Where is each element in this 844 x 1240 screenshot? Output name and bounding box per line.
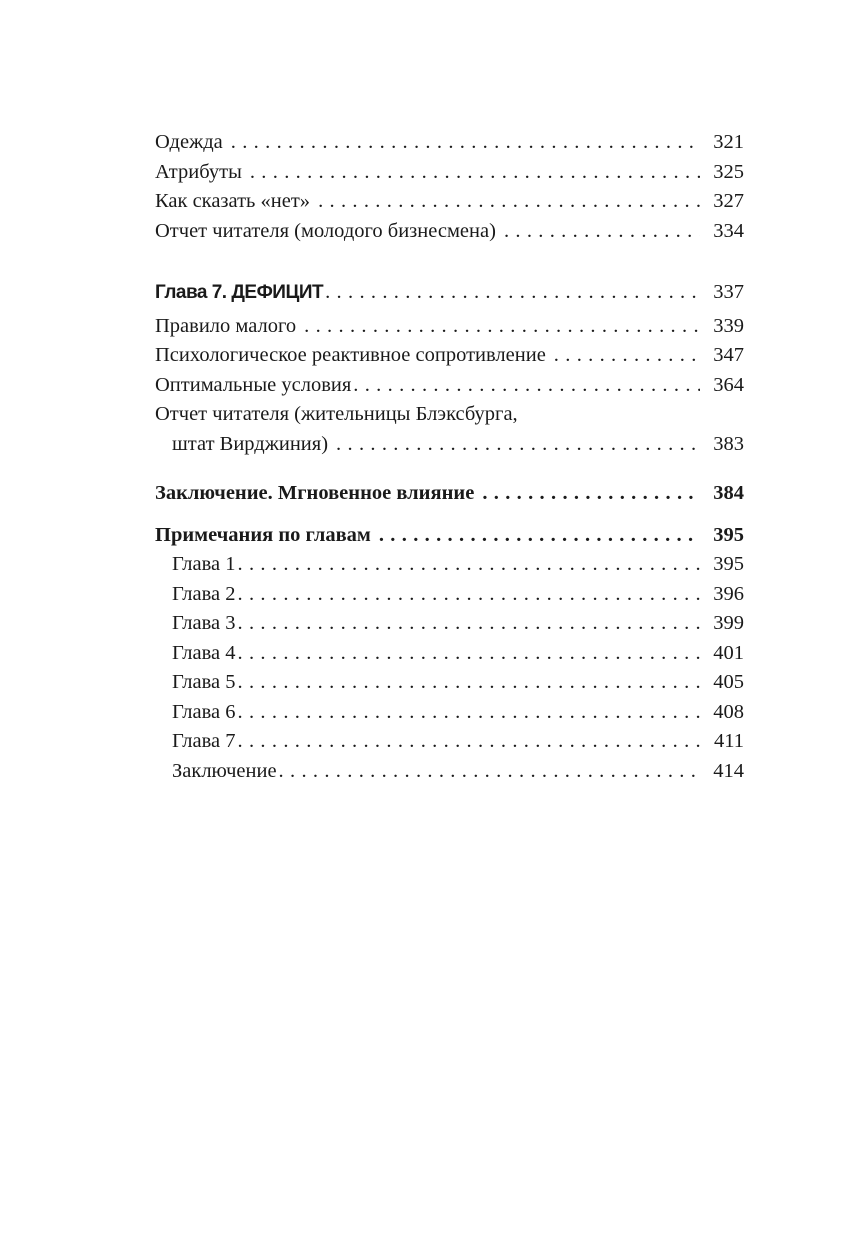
toc-notes-item: [155, 757, 744, 787]
toc-entry-page: 405: [713, 671, 744, 693]
toc-entry-page: 321: [713, 131, 744, 153]
toc-entry-page: 408: [713, 700, 744, 723]
dot-leader: [250, 158, 700, 188]
toc-entry-page: 334: [713, 219, 744, 242]
toc-entry-title-line1: Отчет читателя (жительницы Блэксбурга,: [155, 403, 518, 425]
toc-entry-page: 395: [713, 553, 744, 575]
toc-entry-title: Отчет читателя (молодого бизнесмена): [155, 219, 496, 242]
toc-notes-heading: [155, 521, 744, 551]
toc-entry-title: Глава 6: [172, 700, 236, 723]
toc-entry-page: 411: [714, 730, 744, 752]
toc-entry-title-line2: штат Вирджиния): [172, 432, 329, 455]
toc-entry-page: 327: [713, 190, 744, 212]
dot-leader: [318, 187, 700, 217]
dot-leader: [279, 757, 700, 787]
toc-entry-title: Примечания по главам: [155, 523, 371, 546]
table-of-contents: [155, 128, 744, 786]
toc-entry-title: Глава 2: [172, 582, 236, 605]
toc-entry-page: 347: [713, 344, 744, 366]
toc-entry-page: 399: [713, 612, 744, 634]
spacer: [155, 459, 744, 479]
toc-entry-page: 339: [713, 314, 744, 337]
toc-entry-title: Глава 4: [172, 641, 236, 664]
toc-entry: [155, 158, 744, 188]
toc-entry-title: Глава 7: [172, 730, 236, 752]
toc-entry-title: Психологическое реактивное сопротивление: [155, 344, 546, 366]
toc-notes-item: [155, 698, 744, 728]
dot-leader: [238, 550, 700, 580]
spacer: [155, 246, 744, 278]
toc-entry-title: Глава 3: [172, 612, 236, 634]
toc-entry-title: Глава 1: [172, 553, 236, 575]
dot-leader: [231, 128, 700, 158]
dot-leader: [304, 312, 700, 342]
dot-leader: [238, 668, 700, 698]
toc-entry-page: 414: [713, 759, 744, 782]
toc-entry-title: Одежда: [155, 131, 223, 153]
dot-leader: [325, 278, 700, 308]
dot-leader: [353, 371, 700, 401]
dot-leader: [554, 341, 700, 371]
dot-leader: [504, 217, 700, 247]
toc-entry-page: 395: [713, 523, 744, 546]
dot-leader: [379, 521, 700, 551]
dot-leader: [336, 430, 700, 460]
toc-entry-title: Оптимальные условия: [155, 373, 352, 396]
dot-leader: [238, 698, 700, 728]
toc-entry-title: Правило малого: [155, 314, 297, 337]
toc-notes-item: [155, 668, 744, 698]
toc-entry: [155, 128, 744, 158]
toc-entry: [155, 187, 744, 217]
toc-entry-title: Глава 5: [172, 671, 236, 693]
toc-entry: [155, 430, 744, 460]
toc-entry: [155, 341, 744, 371]
toc-entry-title: Заключение: [172, 759, 277, 782]
toc-entry: [155, 217, 744, 247]
dot-leader: [238, 639, 700, 669]
toc-entry-title: Заключение. Мгновенное влияние: [155, 482, 475, 504]
dot-leader: [238, 727, 700, 757]
chapter-page: 337: [713, 281, 744, 303]
toc-entry-page: 325: [713, 160, 744, 183]
dot-leader: [482, 479, 700, 509]
toc-notes-item: [155, 550, 744, 580]
toc-entry: [155, 312, 744, 342]
dot-leader: [238, 580, 700, 610]
toc-notes-item: [155, 639, 744, 669]
toc-entry-title: Атрибуты: [155, 160, 242, 183]
toc-entry-page: 401: [713, 641, 744, 664]
toc-notes-item: [155, 609, 744, 639]
toc-notes-item: [155, 727, 744, 757]
toc-entry-page: 364: [713, 373, 744, 396]
toc-conclusion: [155, 479, 744, 509]
toc-entry-page: 384: [713, 482, 744, 504]
toc-entry-page: 396: [713, 582, 744, 605]
toc-chapter-heading: [155, 278, 744, 308]
toc-entry-title: Как сказать «нет»: [155, 190, 311, 212]
spacer: [155, 509, 744, 521]
toc-entry-page: 383: [713, 432, 744, 455]
toc-notes-item: [155, 580, 744, 610]
dot-leader: [238, 609, 700, 639]
chapter-title: Глава 7. ДЕФИЦИТ: [155, 282, 324, 303]
toc-entry: [155, 371, 744, 401]
